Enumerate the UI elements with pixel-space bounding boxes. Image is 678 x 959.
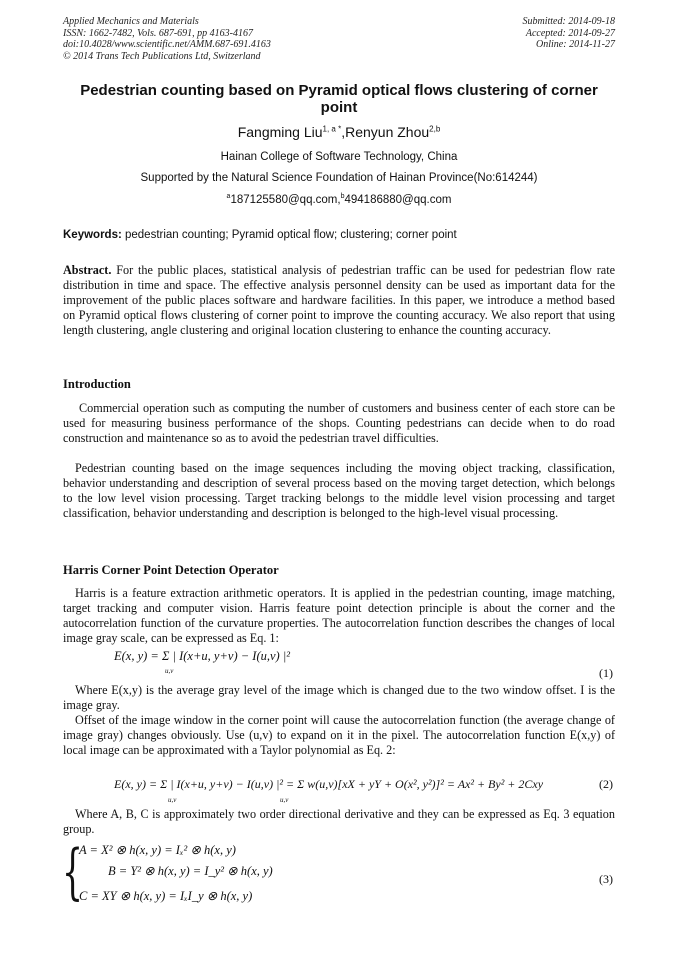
author-1-sup: 1, a * <box>322 124 342 134</box>
copyright-line: © 2014 Trans Tech Publications Ltd, Switzerland <box>63 50 261 62</box>
author-line <box>0 124 678 141</box>
email-b: 494186880@qq.com <box>344 194 452 206</box>
author-2: Renyun Zhou <box>345 124 430 140</box>
harris-paragraph-4: Where A, B, C is approximately two order directional derivative and they can be expressed as Eq. 3 equation group. <box>63 807 615 836</box>
introduction-paragraph-2: Pedestrian counting based on the image sequences including the moving object tracking, classification, behavior understanding and description of several process based on the moving target detection, which belongs to the low level vision processing. Target tracking belongs to the middle level vision processing and target classification, behavior understanding and description is belonged to the high-level visual processing. <box>63 461 615 520</box>
introduction-heading: Introduction <box>63 377 131 391</box>
equation-2: E(x, y) = Σ | I(x+u, y+v) − I(u,v) |² = Σ w(u,v)[xX + yY + O(x², y²)]² = Ax² + By² + 2Cxy <box>114 777 544 791</box>
author-1: Fangming Liu <box>237 124 323 140</box>
email-a-sup: a <box>226 193 231 201</box>
doi-line: doi:10.4028/www.scientific.net/AMM.687-691.4163 <box>63 39 271 50</box>
submitted-date: Submitted: 2014-09-18 <box>522 16 615 27</box>
abstract-label: Abstract. <box>63 263 112 277</box>
journal-header <box>63 16 271 62</box>
issn-line: ISSN: 1662-7482, Vols. 687-691, pp 4163-4167 <box>63 27 253 39</box>
accepted-date: Accepted: 2014-09-27 <box>525 27 615 39</box>
harris-paragraph-2: Where E(x,y) is the average gray level of the image which is changed due to the two window offset. I is the image gray. <box>63 683 615 712</box>
author-separator: , <box>341 124 346 140</box>
equation-3a: A = X² ⊗ h(x, y) = Iₓ² ⊗ h(x, y) <box>79 843 236 857</box>
online-date: Online: 2014-11-27 <box>536 39 615 50</box>
keywords-text: pedestrian counting; Pyramid optical flow; clustering; corner point <box>121 229 457 241</box>
affiliation: Hainan College of Software Technology, China <box>220 151 458 163</box>
equation-2-sum-subscript-1: u,v <box>168 796 177 804</box>
author-2-sup: 2,b <box>429 124 441 134</box>
harris-heading: Harris Corner Point Detection Operator <box>63 563 279 577</box>
dates-header <box>523 16 616 51</box>
paper-title: Pedestrian counting based on Pyramid optical flows clustering of corner point <box>80 82 598 116</box>
funding-note: Supported by the Natural Science Foundation of Hainan Province(No:614244) <box>140 172 538 184</box>
email-a: 187125580@qq.com, <box>230 194 341 206</box>
equation-1-number: (1) <box>599 666 613 680</box>
email-b-sup: b <box>340 193 345 201</box>
equation-1-sum-subscript: u,v <box>165 667 174 675</box>
equation-3b: B = Y² ⊗ h(x, y) = I_y² ⊗ h(x, y) <box>108 864 273 878</box>
keywords-label: Keywords: <box>63 229 122 241</box>
equation-2-sum-subscript-2: u,v <box>280 796 289 804</box>
author-emails <box>0 193 678 207</box>
equation-3-number: (3) <box>599 872 613 886</box>
harris-paragraph-1: Harris is a feature extraction arithmetic operators. It is applied in the pedestrian counting, image matching, target tracking and computer vision. Harris feature point detection principle is about the corner and the autocorrelation function of the curvature properties. The autocorrelation function describes the changes of local image gray scale, can be expressed as Eq. 1: <box>63 586 615 645</box>
equation-1: E(x, y) = Σ | I(x+u, y+v) − I(u,v) |² <box>114 649 291 663</box>
harris-paragraph-3: Offset of the image window in the corner point will cause the autocorrelation function (the average change of image gray) changes obviously. Use (u,v) to expand on it in the pixel. The autocorrelation function E(x,y) of local image can be approximated with a Taylor polynomial as Eq. 2: <box>63 713 615 757</box>
equation-3-brace: { <box>62 837 84 907</box>
introduction-paragraph-1: Commercial operation such as computing the number of customers and business center of each store can be used for measuring business performance of the shops. Counting pedestrians can decide when to do road construction and maintenance so as to avoid the pedestrian travel difficulties. <box>63 401 615 445</box>
equation-3c: C = XY ⊗ h(x, y) = IₓI_y ⊗ h(x, y) <box>79 889 253 903</box>
journal-name: Applied Mechanics and Materials <box>63 16 199 27</box>
keywords <box>63 228 615 242</box>
equation-2-number: (2) <box>599 777 613 791</box>
abstract <box>63 263 615 338</box>
abstract-text: For the public places, statistical analysis of pedestrian traffic can be used for pedestrian flow rate distribution in time and space. The effective analysis personnel density can be used as important data for the improvement of the public places software and hardware facilities. In this paper, we introduce a method based on Pyramid optical flows clustering of corner point to improve the counting accuracy. We also report that using length clustering, angle clustering and original location clustering to enhance the counting accuracy. <box>63 263 615 337</box>
